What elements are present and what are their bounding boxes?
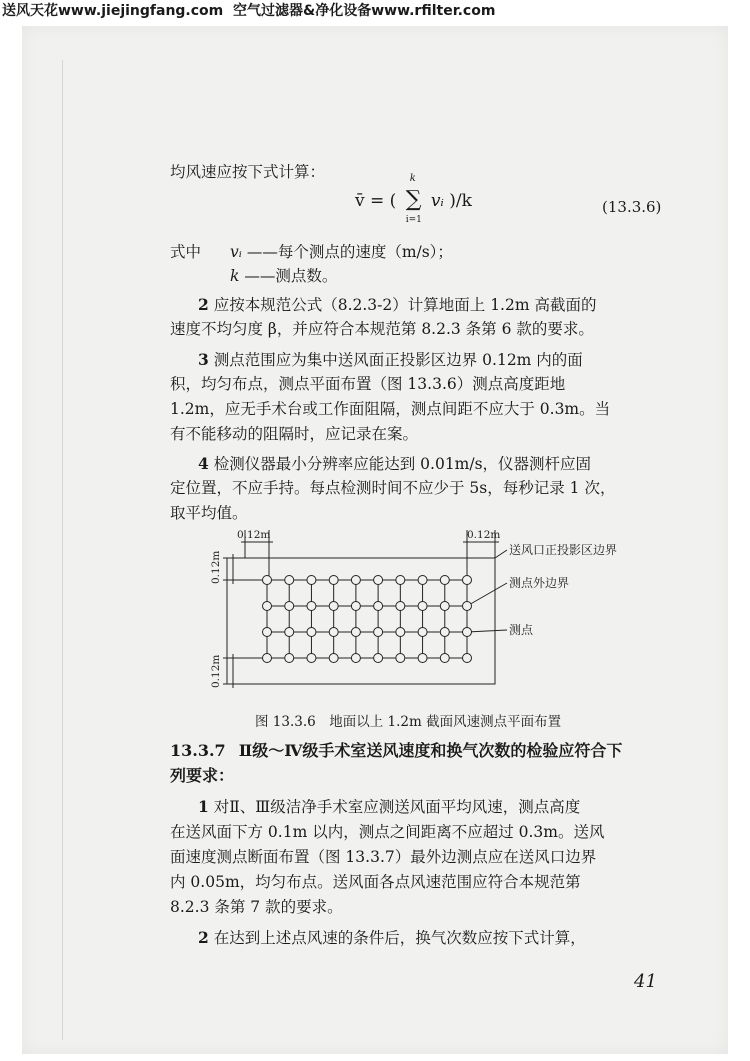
measurement-point	[263, 628, 272, 637]
where-desc: ——测点数。	[244, 267, 338, 285]
measurement-point	[285, 628, 294, 637]
measurement-point	[440, 602, 449, 611]
watermark-header	[0, 0, 750, 22]
section-title-text: Ⅱ级～Ⅳ级手术室送风速度和换气次数的检验应符合下	[238, 741, 623, 760]
where-item-2	[230, 266, 337, 286]
item-2-line-2: 速度不均匀度 β，并应符合本规范第 8.2.3 条第 6 款的要求。	[170, 320, 594, 338]
measurement-point	[307, 628, 316, 637]
header-left-text: 送风天花www.jiejingfang.com	[2, 3, 224, 19]
measurement-point	[285, 576, 294, 585]
formula-13-3-6	[355, 173, 472, 225]
measurement-point	[374, 602, 383, 611]
measurement-point	[285, 602, 294, 611]
item2-1-line-2: 在送风面下方 0.1m 以内，测点之间距离不应超过 0.3m。送风	[170, 823, 605, 841]
item2-1-line-4: 内 0.05m，均匀布点。送风面各点风速范围应符合本规范第	[170, 873, 581, 891]
item2-1-line-5: 8.2.3 条第 7 款的要求。	[170, 898, 343, 916]
item-4-line-1	[198, 454, 591, 474]
measurement-point	[440, 576, 449, 585]
page-gutter-line	[62, 60, 63, 1040]
item-text: 在达到上述点风速的条件后，换气次数应按下式计算，	[213, 929, 586, 947]
measurement-point	[351, 654, 360, 663]
item-number: 4	[198, 454, 209, 473]
item-number: 3	[198, 350, 209, 369]
measurement-point	[329, 654, 338, 663]
label-outer-boundary: 测点外边界	[509, 576, 570, 590]
where-symbol: vᵢ	[230, 243, 242, 261]
measurement-point	[263, 576, 272, 585]
item-2-line-1	[198, 295, 596, 315]
item-3-line-1	[198, 350, 583, 370]
measurement-point	[307, 654, 316, 663]
measurement-point-diagram	[205, 528, 685, 703]
measurement-point	[351, 602, 360, 611]
where-item-1	[230, 242, 453, 262]
page-number: 41	[634, 971, 657, 992]
measurement-point	[374, 628, 383, 637]
item-number: 2	[198, 928, 209, 947]
sigma-upper: k	[409, 173, 416, 184]
where-symbol: k	[230, 267, 240, 285]
measurement-point	[396, 628, 405, 637]
measurement-point	[263, 654, 272, 663]
measurement-point	[374, 654, 383, 663]
measurement-point	[440, 628, 449, 637]
where-prefix: 式中	[170, 243, 202, 261]
dim-label-left-top: 0.12m	[210, 550, 222, 584]
leader-outer	[467, 583, 507, 606]
section-title-line-2: 列要求：	[170, 766, 235, 785]
formula-intro: 均风速应按下式计算：	[170, 163, 326, 181]
measurement-point	[396, 602, 405, 611]
label-measurement-point: 测点	[509, 623, 534, 637]
where-desc: ——每个测点的速度（m/s）；	[246, 243, 453, 261]
measurement-point	[418, 576, 427, 585]
label-supply-boundary: 送风口正投影区边界	[509, 543, 618, 557]
item-number: 2	[198, 295, 209, 314]
item-4-line-2: 定位置，不应手持。每点检测时间不应少于 5s，每秒记录 1 次，	[170, 479, 616, 497]
measurement-point	[329, 576, 338, 585]
section-number: 13.3.7	[170, 741, 226, 760]
outer-point-boundary	[267, 580, 467, 658]
measurement-point	[374, 576, 383, 585]
measurement-point	[285, 654, 294, 663]
leader-boundary	[495, 550, 507, 558]
measurement-point	[307, 602, 316, 611]
item-text: 应按本规范公式（8.2.3-2）计算地面上 1.2m 高截面的	[213, 296, 597, 314]
formula-term: vᵢ	[430, 191, 444, 211]
dim-label-top-left: 0.12m	[237, 529, 271, 541]
leader-point	[467, 630, 507, 632]
measurement-point	[396, 654, 405, 663]
measurement-point	[329, 628, 338, 637]
header-right-text: 空气过滤器&净化设备www.rfilter.com	[233, 3, 496, 19]
measurement-point	[396, 576, 405, 585]
measurement-point	[463, 602, 472, 611]
measurement-point	[418, 628, 427, 637]
measurement-point	[463, 576, 472, 585]
sigma-symbol: ∑	[405, 187, 422, 212]
sigma-lower: i=1	[405, 215, 422, 225]
measurement-point	[307, 576, 316, 585]
measurement-point	[418, 602, 427, 611]
item2-1-line-3: 面速度测点断面布置（图 13.3.7）最外边测点应在送风口边界	[170, 848, 597, 866]
dim-label-left-bottom: 0.12m	[210, 654, 222, 688]
item-3-line-4: 有不能移动的阻隔时，应记录在案。	[170, 425, 419, 443]
item2-2-line-1	[198, 928, 586, 948]
item2-1-line-1	[198, 797, 580, 817]
item-text: 检测仪器最小分辨率应能达到 0.01m/s，仪器测杆应固	[213, 455, 592, 473]
item-3-line-2: 积，均匀布点，测点平面布置（图 13.3.6）测点高度距地	[170, 375, 566, 393]
measurement-point	[263, 602, 272, 611]
measurement-point	[418, 654, 427, 663]
formula-rhs: )/k	[449, 191, 472, 211]
item-4-line-3: 取平均值。	[170, 504, 248, 522]
dim-label-top-right: 0.12m	[467, 529, 501, 541]
sigma-block	[405, 173, 422, 225]
item-3-line-3: 1.2m，应无手术台或工作面阻隔，测点间距不应大于 0.3m。当	[170, 400, 611, 418]
item-number: 1	[198, 797, 209, 816]
formula-lhs: v̄ = (	[355, 191, 397, 211]
equation-number: (13.3.6)	[602, 198, 662, 216]
measurement-point	[463, 654, 472, 663]
measurement-point	[351, 576, 360, 585]
item-text: 测点范围应为集中送风面正投影区边界 0.12m 内的面	[213, 351, 583, 369]
figure-caption: 图 13.3.6 地面以上 1.2m 截面风速测点平面布置	[255, 714, 562, 730]
measurement-point	[351, 628, 360, 637]
measurement-point	[440, 654, 449, 663]
section-title-line-1	[170, 741, 622, 761]
measurement-point	[463, 628, 472, 637]
measurement-point	[329, 602, 338, 611]
item-text: 对Ⅱ、Ⅲ级洁净手术室应测送风面平均风速，测点高度	[213, 798, 581, 816]
